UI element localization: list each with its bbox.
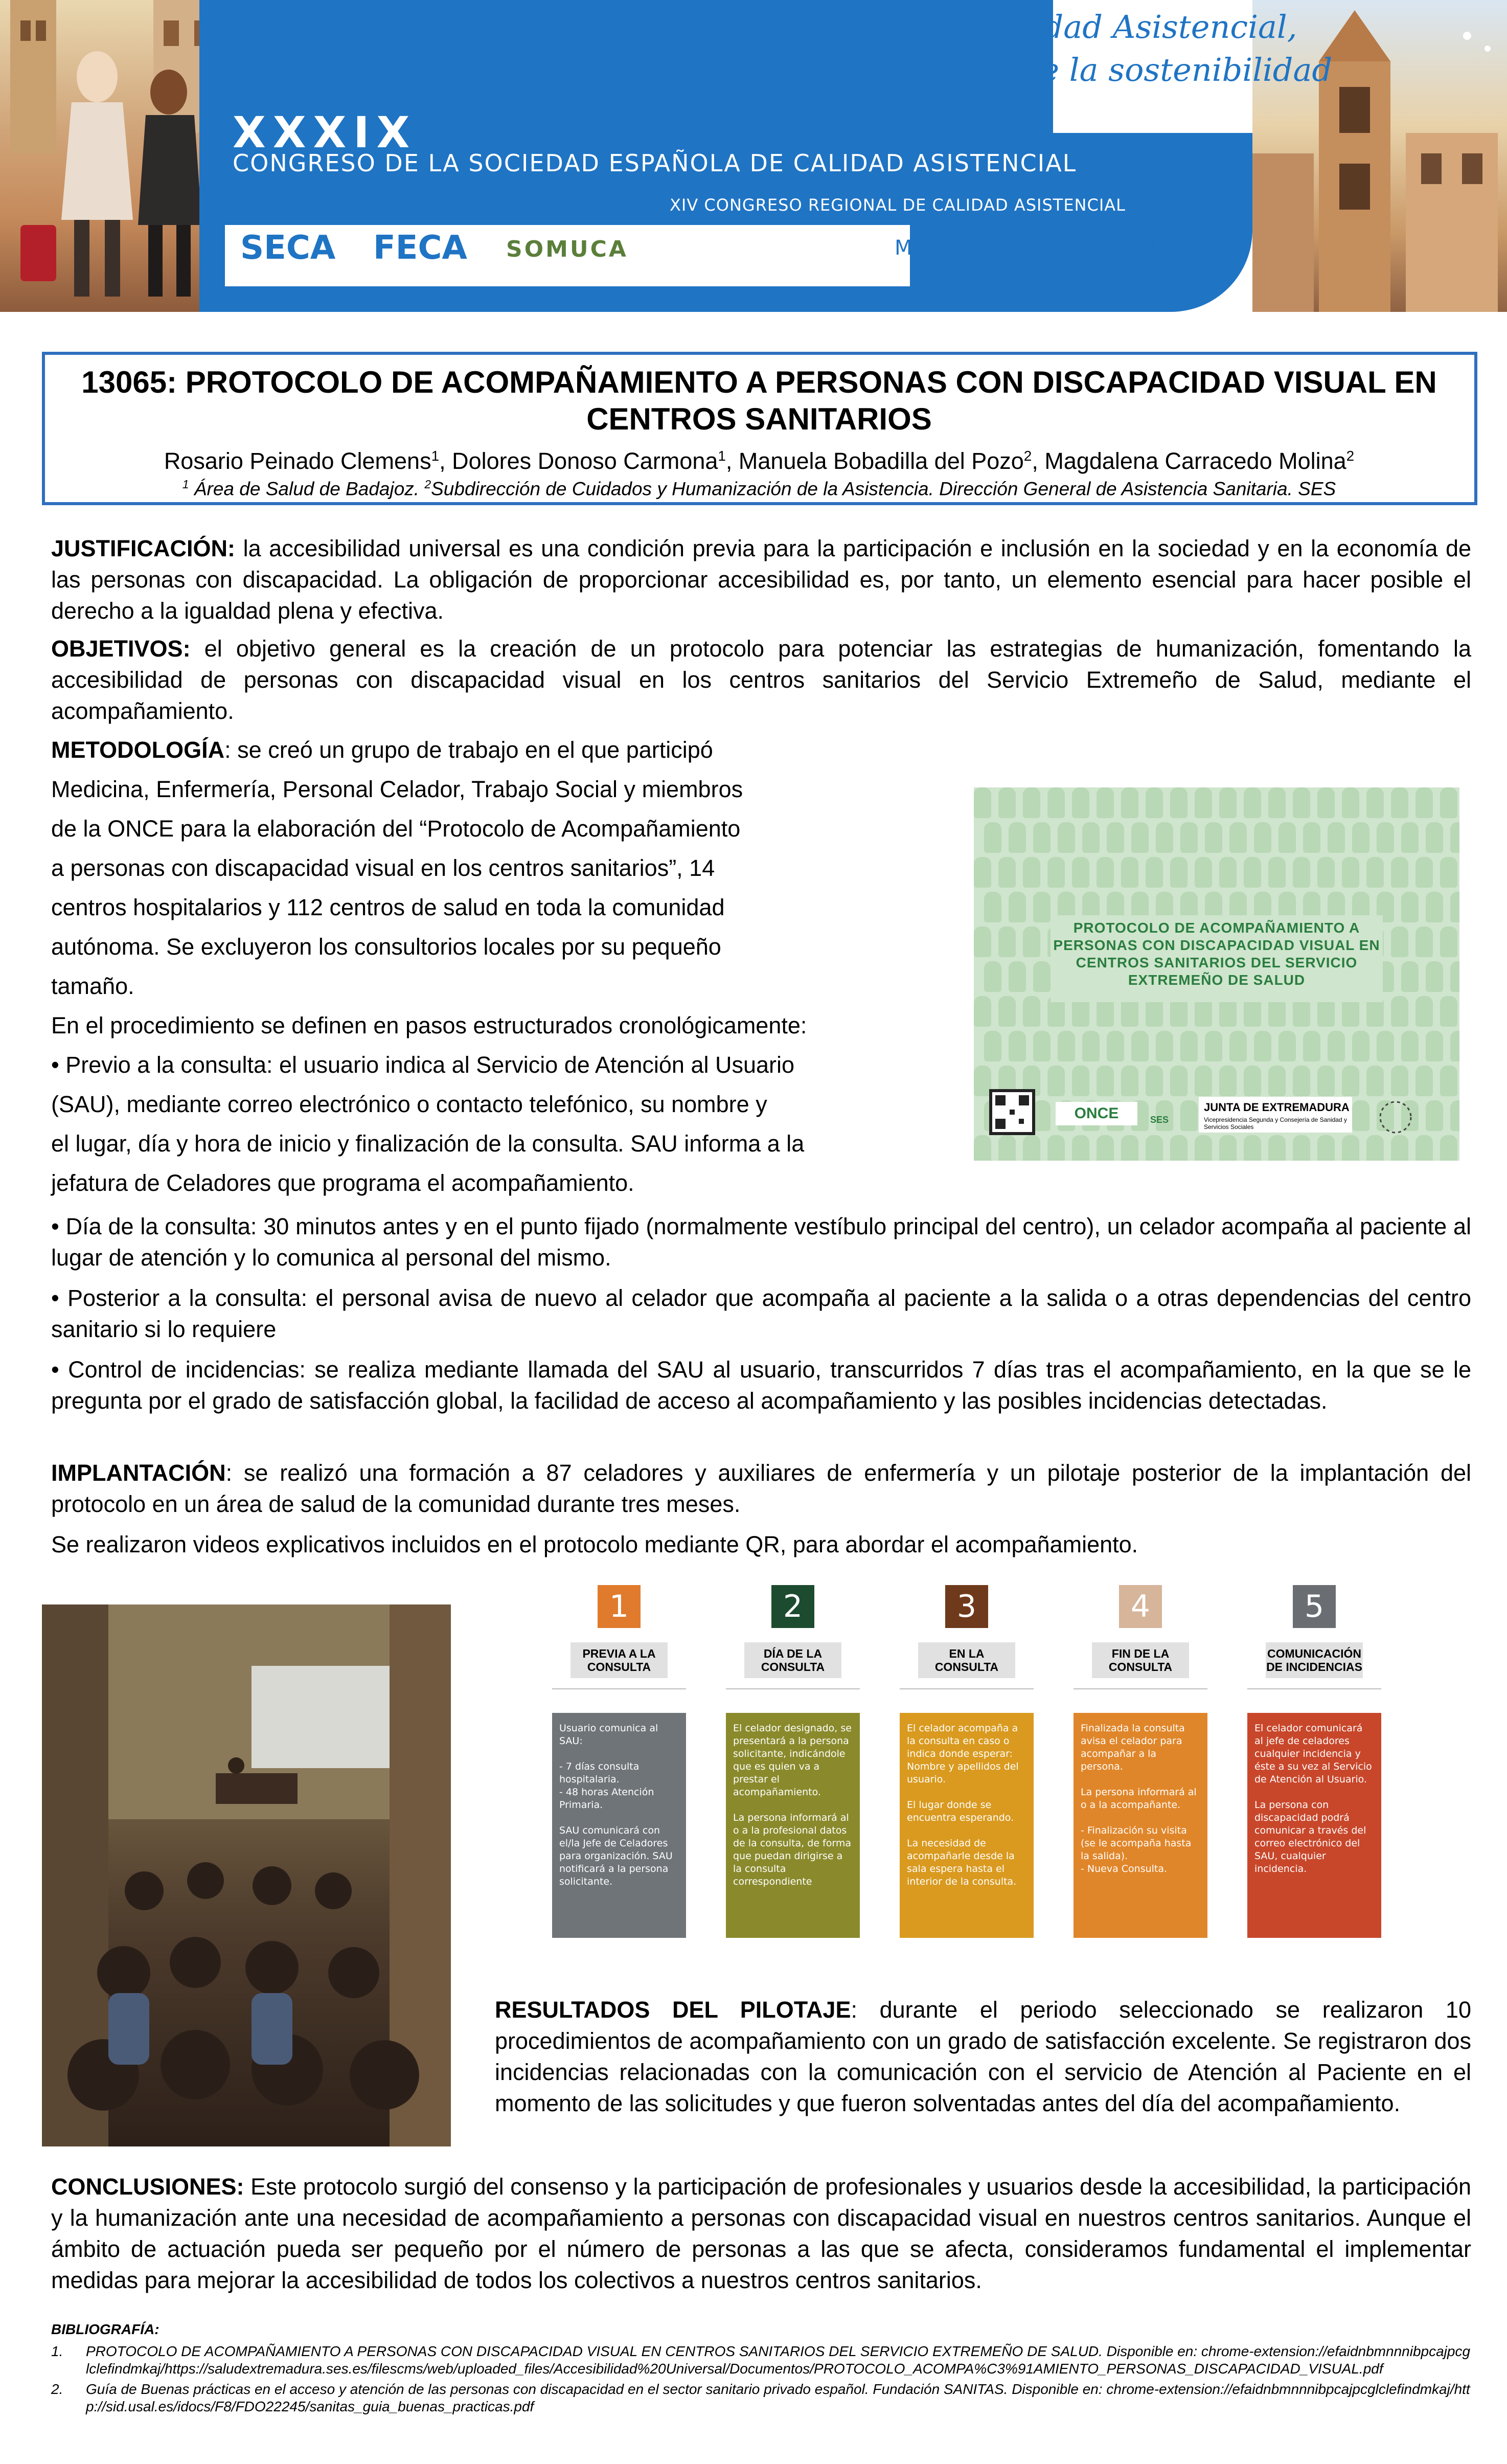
person-pattern-icon: [1047, 1066, 1065, 1096]
section-label: OBJETIVOS:: [51, 636, 191, 662]
seca-logo: SECA: [240, 229, 336, 267]
person-pattern-icon: [1180, 1100, 1198, 1131]
person-pattern-icon: [1146, 1135, 1163, 1161]
person-pattern-icon: [1293, 857, 1310, 888]
person-pattern-icon: [1195, 1066, 1212, 1096]
slogan-line2: pilar de la sostenibilidad: [935, 51, 1333, 88]
ses-logo: SES: [1150, 1115, 1169, 1125]
step-label: PREVIA A LA CONSULTA: [570, 1642, 668, 1678]
person-pattern-icon: [1415, 926, 1433, 957]
text-line: a personas con discapacidad visual en los centros sanitarios”, 14: [51, 855, 715, 881]
congress-edition: XXXIX: [233, 107, 417, 157]
person-pattern-icon: [1047, 787, 1065, 818]
person-pattern-icon: [1229, 1031, 1247, 1061]
step-number: 5: [1293, 1585, 1336, 1628]
person-pattern-icon: [974, 996, 991, 1027]
once-logo: ONCE: [1056, 1102, 1137, 1125]
person-pattern-icon: [1342, 787, 1359, 818]
person-pattern-icon: [1391, 857, 1408, 888]
person-pattern-icon: [1342, 1135, 1359, 1161]
person-pattern-icon: [1047, 1135, 1065, 1161]
person-pattern-icon: [1023, 857, 1040, 888]
person-pattern-icon: [1058, 1031, 1075, 1061]
person-pattern-icon: [1131, 1031, 1149, 1061]
person-pattern-icon: [1170, 787, 1188, 818]
person-pattern-icon: [1121, 1066, 1138, 1096]
step-description: El celador comunicará al jefe de celadores cualquier incidencia y éste a su vez al Servicio de Atención al Usuario. La persona con discapacidad podrá comunicar a través del correo electrónico del SAU, cualquier incidencia.: [1247, 1713, 1381, 1938]
person-pattern-icon: [1107, 1031, 1124, 1061]
training-session-photo: [42, 1604, 451, 2146]
person-pattern-icon: [1205, 822, 1222, 853]
person-pattern-icon: [1401, 892, 1419, 922]
person-pattern-icon: [1426, 961, 1443, 992]
person-pattern-icon: [1009, 961, 1026, 992]
step-divider: [1247, 1688, 1381, 1689]
videos-text: Se realizaron videos explicativos incluidos en el protocolo mediante QR, para abordar el acompañamiento.: [51, 1531, 1138, 1557]
person-pattern-icon: [1440, 1135, 1457, 1161]
person-pattern-icon: [998, 996, 1016, 1027]
person-pattern-icon: [998, 857, 1016, 888]
person-pattern-icon: [1440, 857, 1457, 888]
person-pattern-icon: [1033, 822, 1051, 853]
author: Magdalena Carracedo Molina: [1044, 448, 1346, 474]
person-pattern-icon: [1121, 857, 1138, 888]
person-pattern-icon: [1450, 1100, 1459, 1131]
person-pattern-icon: [1097, 1135, 1114, 1161]
person-pattern-icon: [1033, 892, 1051, 922]
person-pattern-icon: [1219, 1066, 1237, 1096]
steps-infographic: [552, 1585, 1390, 1963]
section-label: JUSTIFICACIÓN:: [51, 535, 235, 561]
person-pattern-icon: [1377, 822, 1394, 853]
somuca-logo: SOMUCA: [506, 236, 628, 262]
person-pattern-icon: [1391, 787, 1408, 818]
person-pattern-icon: [1450, 961, 1459, 992]
text-line: METODOLOGÍA: se creó un grupo de trabajo en el que participó: [51, 737, 713, 763]
person-pattern-icon: [1195, 857, 1212, 888]
text-line: En el procedimiento se definen en pasos estructurados cronológicamente:: [51, 1012, 807, 1038]
person-pattern-icon: [1328, 1031, 1345, 1061]
person-pattern-icon: [1401, 1031, 1419, 1061]
step-divider: [900, 1688, 1034, 1689]
person-pattern-icon: [1352, 822, 1369, 853]
person-pattern-icon: [1033, 1100, 1051, 1131]
step-label: EN LA CONSULTA: [918, 1642, 1015, 1678]
office-logo-icon: [1373, 1094, 1419, 1140]
person-pattern-icon: [998, 926, 1016, 957]
text-line: Medicina, Enfermería, Personal Celador, Trabajo Social y miembros: [51, 776, 743, 802]
illustration-cathedral: [1252, 0, 1507, 312]
step-description: Finalizada la consulta avisa el celador para acompañar a la persona. La persona informará al o a la acompañante. - Finalización su visita (se le acompaña hasta la salida). - Nueva Consulta.: [1074, 1713, 1207, 1938]
junta-logo: JUNTA DE EXTREMADURA Vicepresidencia Segunda y Consejería de Sanidad y Servicios Sociales: [1199, 1097, 1352, 1133]
text-line: el lugar, día y hora de inicio y finalización de la consulta. SAU informa a la: [51, 1131, 805, 1157]
person-pattern-icon: [1033, 1031, 1051, 1061]
person-pattern-icon: [1244, 1135, 1261, 1161]
posterior-consulta-text: • Posterior a la consulta: el personal avisa de nuevo al celador que acompaña al paciente a la salida o a otras dependencias del centro sanitario si lo requiere: [51, 1285, 1471, 1342]
person-pattern-icon: [1366, 787, 1384, 818]
step-number: 2: [771, 1585, 814, 1628]
person-pattern-icon: [1293, 787, 1310, 818]
section-label: CONCLUSIONES:: [51, 2174, 244, 2200]
poster-title: 13065: PROTOCOLO DE ACOMPAÑAMIENTO A PERSONAS CON DISCAPACIDAD VISUAL EN CENTROS SANITARIOS: [81, 365, 1437, 436]
person-pattern-icon: [1170, 857, 1188, 888]
person-pattern-icon: [1391, 926, 1408, 957]
conclusiones-section: CONCLUSIONES: Este protocolo surgió del consenso y la participación de profesionales y usuarios desde la accesibilidad, la participación y la humanización ante una necesidad de acompañamiento a personas con discapacidad visual en nuestros centros sanitarios. Aunque el ámbito de actuación pueda ser pequeño por el número de personas a las que se afecta, consideramos fundamental el implementar medidas para mejorar la accesibilidad de todos los colectivos a nuestros centros sanitarios.: [51, 2174, 1471, 2293]
person-pattern-icon: [1170, 1135, 1188, 1161]
person-pattern-icon: [974, 926, 991, 957]
qr-code-icon: [989, 1089, 1035, 1135]
person-pattern-icon: [1097, 1066, 1114, 1096]
person-pattern-icon: [1023, 1135, 1040, 1161]
person-pattern-icon: [984, 892, 1001, 922]
auditorium-photo: [42, 1604, 451, 2146]
person-pattern-icon: [974, 787, 991, 818]
person-pattern-icon: [998, 787, 1016, 818]
reference-item: 1. PROTOCOLO DE ACOMPAÑAMIENTO A PERSONAS CON DISCAPACIDAD VISUAL EN CENTROS SANITARIOS DEL SERVICIO EXTREMEÑO DE SALUD. Disponible en: chrome-extension://efaidnbmnnnibpcajpcglclefindmkaj/https://saludextremadura.ses.es/filescms/web/uploaded_files/Accesibilidad%20Universal/Documentos/PROTOCOLO_ACOMPA%C3%91AMIENTO_PERSONAS_DISCAPACIDAD_VISUAL.pdf: [51, 2343, 1472, 2378]
person-pattern-icon: [1426, 1100, 1443, 1131]
step-divider: [1074, 1688, 1207, 1689]
congress-date: Murcia, 25-27 octubre 2023: [895, 236, 1192, 260]
step-label: DÍA DE LA CONSULTA: [744, 1642, 841, 1678]
person-pattern-icon: [1303, 822, 1320, 853]
affiliations: $^1$ Área de Salud de Badajoz. $^2$Subdirección de Cuidados y Humanización de la Asistencia. Dirección General de Asistencia Sanitaria. SES: [182, 478, 1336, 500]
text-line: centros hospitalarios y 112 centros de salud en toda la comunidad: [51, 894, 725, 920]
step-number: 3: [945, 1585, 988, 1628]
text-line: • Previo a la consulta: el usuario indica al Servicio de Atención al Usuario: [51, 1052, 795, 1078]
person-pattern-icon: [1146, 787, 1163, 818]
objetivos-section: OBJETIVOS: el objetivo general es la creación de un protocolo para potenciar las estrategias de humanización, fomentando la accesibilidad de personas con discapacidad visual en los centros sanitarios del Servicio Extremeño de Salud, mediante el acompañamiento.: [51, 636, 1471, 724]
person-pattern-icon: [1219, 787, 1237, 818]
person-pattern-icon: [1450, 892, 1459, 922]
person-pattern-icon: [1352, 1031, 1369, 1061]
person-pattern-icon: [1058, 822, 1075, 853]
person-pattern-icon: [1072, 1066, 1089, 1096]
person-pattern-icon: [1278, 822, 1296, 853]
person-pattern-icon: [1426, 1031, 1443, 1061]
step-divider: [552, 1688, 686, 1689]
person-pattern-icon: [1303, 1031, 1320, 1061]
person-pattern-icon: [998, 1135, 1016, 1161]
person-pattern-icon: [1342, 1066, 1359, 1096]
person-pattern-icon: [1180, 1031, 1198, 1061]
person-pattern-icon: [1278, 1031, 1296, 1061]
person-pattern-icon: [984, 1031, 1001, 1061]
text-line: jefatura de Celadores que programa el acompañamiento.: [51, 1170, 634, 1196]
person-pattern-icon: [1415, 996, 1433, 1027]
person-pattern-icon: [1426, 892, 1443, 922]
person-pattern-icon: [1440, 926, 1457, 957]
reference-link[interactable]: PROTOCOLO DE ACOMPAÑAMIENTO A PERSONAS CON DISCAPACIDAD VISUAL EN CENTROS SANITARIOS DEL SERVICIO EXTREMEÑO DE SALUD. Disponible en: chrome-extension://efaidnbmnnnibpcajpcglclefindmkaj/https://saludextremadura.ses.es/filescms/web/uploaded_files/Accesibilidad%20Universal/Documentos/PROTOCOLO_ACOMPA%C3%91AMIENTO_PERSONAS_DISCAPACIDAD_VISUAL.pdf: [86, 2343, 1471, 2377]
person-pattern-icon: [1131, 822, 1149, 853]
text-line: autónoma. Se excluyeron los consultorios locales por su pequeño: [51, 934, 721, 960]
control-incidencias-text: • Control de incidencias: se realiza mediante llamada del SAU al usuario, transcurridos 7 días tras el acompañamiento, en la que se le pregunta por el grado de satisfacción global, la facilidad de acceso al acompañamiento y las posibles incidencias detectadas.: [51, 1357, 1471, 1414]
person-pattern-icon: [1352, 1100, 1369, 1131]
person-pattern-icon: [1426, 822, 1443, 853]
author: Dolores Donoso Carmona: [452, 448, 718, 474]
person-pattern-icon: [1440, 1066, 1457, 1096]
metodologia-section: [51, 734, 961, 1207]
person-pattern-icon: [1219, 857, 1237, 888]
regional-congress: XIV CONGRESO REGIONAL DE CALIDAD ASISTENCIAL: [670, 195, 1126, 215]
dia-consulta-text: • Día de la consulta: 30 minutos antes y en el punto fijado (normalmente vestíbulo principal del centro), un celador acompaña al paciente al lugar de atención y lo comunica al personal del mismo.: [51, 1213, 1471, 1271]
person-pattern-icon: [1391, 996, 1408, 1027]
person-pattern-icon: [1082, 1031, 1100, 1061]
step-description: Usuario comunica al SAU: - 7 días consulta hospitalaria. - 48 horas Atención Primaria. SAU comunicará con el/la Jefe de Celadores para organización. SAU notificará a la persona solicitante.: [552, 1713, 686, 1938]
person-pattern-icon: [1156, 1031, 1173, 1061]
person-pattern-icon: [1317, 787, 1335, 818]
step-label: FIN DE LA CONSULTA: [1092, 1642, 1189, 1678]
bibliografia-list: [51, 2343, 1472, 2415]
person-pattern-icon: [1415, 857, 1433, 888]
cathedral-illustration: [1252, 0, 1507, 312]
person-pattern-icon: [1146, 1066, 1163, 1096]
step-divider: [726, 1688, 860, 1689]
section-label: IMPLANTACIÓN: [51, 1460, 226, 1486]
person-pattern-icon: [1156, 822, 1173, 853]
person-pattern-icon: [1317, 857, 1335, 888]
person-pattern-icon: [1205, 1031, 1222, 1061]
step-description: El celador acompaña a la consulta en caso o indica donde esperar: Nombre y apellidos del usuario. El lugar donde se encuentra esperando. La necesidad de acompañarle desde la sala espera hasta el interior de la consulta.: [900, 1713, 1034, 1938]
person-pattern-icon: [1293, 1066, 1310, 1096]
person-pattern-icon: [1317, 1135, 1335, 1161]
person-pattern-icon: [1121, 787, 1138, 818]
author: Rosario Peinado Clemens: [164, 448, 431, 474]
person-pattern-icon: [1009, 892, 1026, 922]
person-pattern-icon: [1023, 787, 1040, 818]
person-pattern-icon: [1244, 857, 1261, 888]
person-pattern-icon: [1244, 787, 1261, 818]
person-pattern-icon: [1366, 857, 1384, 888]
person-pattern-icon: [1415, 1066, 1433, 1096]
congress-banner: [0, 0, 1507, 312]
person-pattern-icon: [1219, 1135, 1237, 1161]
person-pattern-icon: [1195, 1135, 1212, 1161]
step-number: 1: [598, 1585, 641, 1628]
person-pattern-icon: [1293, 1135, 1310, 1161]
step-label: COMUNICACIÓN DE INCIDENCIAS: [1266, 1642, 1363, 1678]
implantacion-section: IMPLANTACIÓN: se realizó una formación a 87 celadores y auxiliares de enfermería y un pilotaje posterior de la implantación del protocolo en un área de salud de la comunidad durante tres meses.: [51, 1460, 1471, 1517]
person-pattern-icon: [1033, 961, 1051, 992]
reference-item: 2. Guía de Buenas prácticas en el acceso y atención de las personas con discapacidad en el sector sanitario privado español. Fundación SANITAS. Disponible en: chrome-extension://efaidnbmnnnibpcajpcglclefindmkaj/http://sid.usal.es/idocs/F8/FDO22245/sanitas_guia_buenas_practicas.pdf: [51, 2381, 1472, 2415]
justificacion-section: JUSTIFICACIÓN: la accesibilidad universal es una condición previa para la participación e inclusión en la sociedad y en la economía de las personas con discapacidad. La obligación de proporcionar accesibilidad es, por tanto, un elemento esencial para hacer posible el derecho a la igualdad plena y efectiva.: [51, 535, 1471, 624]
slogan-line1: la Calidad Asistencial,: [941, 8, 1297, 46]
logo-strip: [220, 215, 920, 291]
person-pattern-icon: [1440, 787, 1457, 818]
person-pattern-icon: [1440, 996, 1457, 1027]
person-pattern-icon: [1415, 787, 1433, 818]
person-pattern-icon: [1180, 822, 1198, 853]
person-pattern-icon: [1401, 822, 1419, 853]
person-pattern-icon: [1268, 857, 1286, 888]
person-pattern-icon: [1450, 822, 1459, 853]
person-pattern-icon: [1317, 1066, 1335, 1096]
person-pattern-icon: [974, 1135, 991, 1161]
person-pattern-icon: [1072, 787, 1089, 818]
feca-logo: FECA: [373, 229, 467, 267]
person-pattern-icon: [1366, 1066, 1384, 1096]
resultados-section: RESULTADOS DEL PILOTAJE: durante el periodo seleccionado se realizaron 10 procedimientos de acompañamiento con un grado de satisfacción excelente. Se registraron dos incidencias relacionadas con la comunicación con el servicio de Atención al Paciente en el momento de las solicitudes y que fueron solventadas antes del día del acompañamiento.: [495, 1997, 1471, 2116]
person-pattern-icon: [984, 822, 1001, 853]
person-pattern-icon: [1082, 822, 1100, 853]
person-pattern-icon: [984, 961, 1001, 992]
person-pattern-icon: [1377, 1031, 1394, 1061]
person-pattern-icon: [1107, 822, 1124, 853]
step-description: El celador designado, se presentará a la persona solicitante, indicándole que es quien va a prestar el acompañamiento. La persona informará al o a la profesional datos de la consulta, de forma que puedan dirigirse a la consulta correspondiente: [726, 1713, 860, 1938]
person-pattern-icon: [1328, 822, 1345, 853]
person-pattern-icon: [1391, 1066, 1408, 1096]
person-pattern-icon: [1047, 857, 1065, 888]
person-pattern-icon: [1072, 857, 1089, 888]
text-line: (SAU), mediante correo electrónico o contacto telefónico, su nombre y: [51, 1091, 767, 1117]
congress-title: CONGRESO DE LA SOCIEDAD ESPAÑOLA DE CALIDAD ASISTENCIAL: [233, 149, 1077, 177]
person-pattern-icon: [1195, 787, 1212, 818]
person-pattern-icon: [1342, 857, 1359, 888]
person-pattern-icon: [1097, 787, 1114, 818]
person-pattern-icon: [1450, 1031, 1459, 1061]
person-pattern-icon: [1146, 857, 1163, 888]
bibliografia-title: BIBLIOGRAFÍA:: [51, 2321, 159, 2337]
person-pattern-icon: [1009, 822, 1026, 853]
step-number: 4: [1119, 1585, 1162, 1628]
person-pattern-icon: [1170, 1066, 1188, 1096]
author: Manuela Bobadilla del Pozo: [738, 448, 1024, 474]
person-pattern-icon: [1268, 1135, 1286, 1161]
person-pattern-icon: [1072, 1135, 1089, 1161]
person-pattern-icon: [1401, 961, 1419, 992]
person-pattern-icon: [1121, 1135, 1138, 1161]
person-pattern-icon: [1268, 787, 1286, 818]
author-list: Rosario Peinado Clemens$^1$, Dolores Donoso Carmona$^1$, Manuela Bobadilla del Pozo$^2$, Magdalena Carracedo Molina$^2$: [164, 448, 1355, 474]
cover-title: PROTOCOLO DE ACOMPAÑAMIENTO A PERSONAS CON DISCAPACIDAD VISUAL EN CENTROS SANITARIOS DEL SERVICIO EXTREMEÑO DE SALUD: [1053, 920, 1380, 988]
person-pattern-icon: [1254, 1031, 1271, 1061]
person-pattern-icon: [1009, 1031, 1026, 1061]
section-label: RESULTADOS DEL PILOTAJE: [495, 1997, 851, 2023]
text-line: de la ONCE para la elaboración del “Protocolo de Acompañamiento: [51, 816, 741, 842]
person-pattern-icon: [1268, 1066, 1286, 1096]
person-pattern-icon: [1097, 857, 1114, 888]
person-pattern-icon: [1023, 996, 1040, 1027]
person-pattern-icon: [1023, 926, 1040, 957]
text-line: tamaño.: [51, 973, 134, 999]
person-pattern-icon: [1229, 822, 1247, 853]
person-pattern-icon: [974, 857, 991, 888]
person-pattern-icon: [1254, 822, 1271, 853]
person-pattern-icon: [1244, 1066, 1261, 1096]
person-pattern-icon: [974, 1066, 991, 1096]
reference-link[interactable]: Guía de Buenas prácticas en el acceso y atención de las personas con discapacidad en el sector sanitario privado español. Fundación SANITAS. Disponible en: chrome-extension://efaidnbmnnnibpcajpcglclefindmkaj/http://sid.usal.es/idocs/F8/FDO22245/sanitas_guia_buenas_practicas.pdf: [86, 2381, 1470, 2414]
